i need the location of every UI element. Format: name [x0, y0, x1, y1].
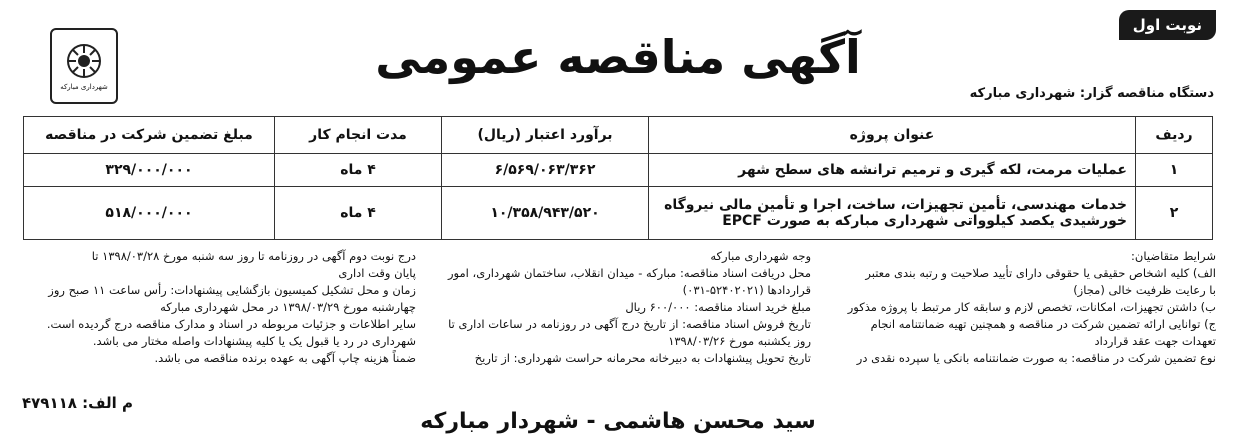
conditions-line: با رعایت ظرفیت خالی (مجاز): [1073, 283, 1216, 297]
schedule-line: ضمناً هزینه چاپ آگهی به عهده برنده مناقصه می باشد.: [154, 351, 416, 365]
documents-line: مبلغ خرید اسناد مناقصه: ۶۰۰/۰۰۰ ریال: [625, 300, 811, 314]
col-budget-header: برآورد اعتبار (ریال): [442, 117, 649, 154]
round-badge: نوبت اول: [1119, 10, 1216, 40]
details-section: [14, 248, 1222, 367]
schedule-line: درج نوبت دوم آگهی در روزنامه تا روز سه شنبه مورخ ۱۳۹۸/۰۳/۲۸ تا: [91, 249, 416, 263]
duration-value: ۴ ماه: [275, 154, 442, 187]
documents-line: تاریخ فروش اسناد مناقصه: از تاریخ درج آگهی در روزنامه در ساعات اداری تا: [448, 317, 811, 331]
col-row-header: ردیف: [1136, 117, 1213, 154]
conditions-column: [817, 248, 1222, 367]
table-row: [24, 187, 1213, 240]
projects-table: [23, 116, 1213, 240]
logo-caption: شهرداری مبارکه: [60, 83, 108, 91]
row-number: ۱: [1136, 154, 1213, 187]
col-guarantee-header: مبلغ تضمین شرکت در مناقصه: [24, 117, 275, 154]
guarantee-value: ۵۱۸/۰۰۰/۰۰۰: [24, 187, 275, 240]
issuer: دستگاه مناقصه گزار: شهرداری مبارکه: [969, 86, 1214, 101]
schedule-line: سایر اطلاعات و جزئیات مربوطه در اسناد و مدارک مناقصه درج گردیده است.: [46, 317, 416, 331]
project-title: عملیات مرمت، لکه گیری و ترمیم ترانشه های سطح شهر: [649, 154, 1136, 187]
conditions-line: ج) توانایی ارائه تضمین شرکت در مناقصه و همچنین تهیه ضمانتنامه انجام: [870, 317, 1216, 331]
header: [14, 8, 1222, 116]
conditions-line: شرایط متقاضیان:: [1131, 249, 1216, 263]
budget-value: ۱۰/۳۵۸/۹۴۳/۵۲۰: [442, 187, 649, 240]
documents-line: تاریخ تحویل پیشنهادات به دبیرخانه محرمانه حراست شهرداری: از تاریخ: [474, 351, 811, 365]
schedule-line: پایان وقت اداری: [338, 266, 416, 280]
signature: سید محسن هاشمی - شهردار مبارکه: [420, 409, 816, 434]
emblem-icon: [61, 41, 107, 81]
conditions-line: ب) داشتن تجهیزات، امکانات، تخصص لازم و سابقه کار مرتبط با پروژه مذکور: [847, 300, 1216, 314]
documents-line: وجه شهرداری مبارکه: [710, 249, 811, 263]
project-title-line2: خورشیدی یکصد کیلوواتی شهرداری مبارکه به صورت EPCF: [722, 213, 1127, 229]
table-row: [24, 154, 1213, 187]
municipality-logo: [50, 28, 118, 104]
col-project-header: عنوان پروژه: [649, 117, 1136, 154]
schedule-column: [22, 248, 422, 367]
duration-value: ۴ ماه: [275, 187, 442, 240]
guarantee-value: ۳۲۹/۰۰۰/۰۰۰: [24, 154, 275, 187]
documents-line: قراردادها (۵۲۴۰۲۰۲۱-۰۳۱): [682, 283, 811, 297]
reference-number: م الف: ۴۷۹۱۱۸: [22, 394, 134, 412]
table-header-row: [24, 117, 1213, 154]
row-number: ۲: [1136, 187, 1213, 240]
documents-line: روز یکشنبه مورخ ۱۳۹۸/۰۳/۲۶: [668, 334, 811, 348]
conditions-line: الف) کلیه اشخاص حقیقی یا حقوقی دارای تأیید صلاحیت و رتبه بندی معتبر: [865, 266, 1216, 280]
schedule-line: شهرداری در رد یا قبول یک یا کلیه پیشنهادات واصله مختار می باشد.: [92, 334, 416, 348]
schedule-line: زمان و محل تشکیل کمیسیون بازگشایی پیشنهادات: رأس ساعت ۱۱ صبح روز: [48, 283, 416, 297]
schedule-line: چهارشنبه مورخ ۱۳۹۸/۰۳/۲۹ در محل شهرداری مبارکه: [160, 300, 416, 314]
page-title: آگهی مناقصه عمومی: [375, 30, 861, 84]
project-title-line1: خدمات مهندسی، تأمین تجهیزات، ساخت، اجرا و تأمین مالی نیروگاه: [664, 197, 1127, 213]
documents-line: محل دریافت اسناد مناقصه: مبارکه - میدان انقلاب، ساختمان شهرداری، امور: [447, 266, 811, 280]
budget-value: ۶/۵۶۹/۰۶۳/۳۶۲: [442, 154, 649, 187]
conditions-line: تعهدات جهت عقد قرارداد: [1094, 334, 1216, 348]
project-title: [649, 187, 1136, 240]
documents-column: [422, 248, 817, 367]
col-duration-header: مدت انجام کار: [275, 117, 442, 154]
conditions-line: نوع تضمین شرکت در مناقصه: به صورت ضمانتنامه بانکی یا سپرده نقدی در: [856, 351, 1216, 365]
